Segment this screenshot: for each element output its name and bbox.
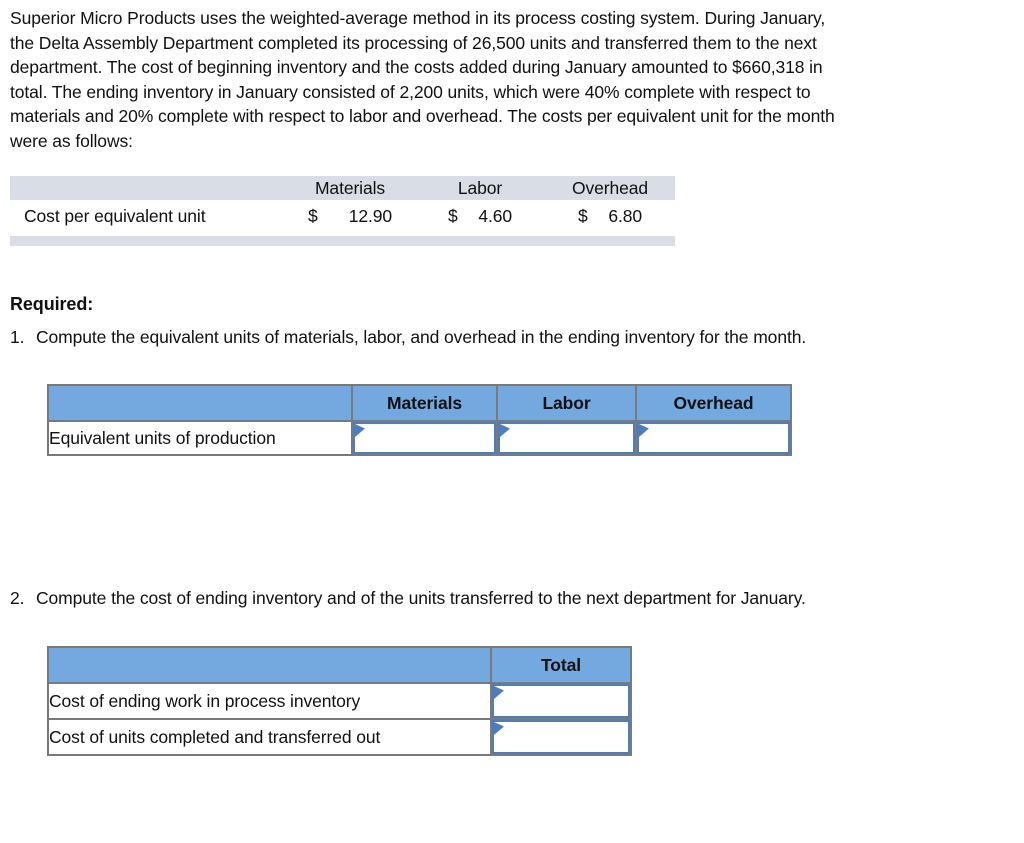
cost-overhead-value [545, 206, 675, 227]
ending-wip-cost-cell [491, 683, 631, 719]
requirement-2 [10, 588, 806, 609]
problem-line: total. The ending inventory in January consisted of 2,200 units, which were 40% complete with respect to [10, 81, 811, 102]
requirement-2-text: Compute the cost of ending inventory and of the units transferred to the next department for January. [36, 588, 806, 608]
cost-summary-header-spacer [48, 647, 491, 683]
cost-table-header-overhead: Overhead [571, 177, 649, 198]
overhead-cost-amount: 6.80 [608, 206, 642, 226]
problem-line: department. The cost of beginning inventory and the costs added during January amounted to $660,318 in [10, 57, 823, 77]
equivalent-units-labor-input[interactable] [500, 424, 633, 452]
currency-symbol: $ [308, 206, 318, 226]
equivalent-units-header-spacer [48, 385, 352, 421]
cost-summary-header-total: Total [491, 647, 631, 683]
equivalent-units-materials-cell [352, 421, 497, 455]
cost-table-header-materials: Materials [314, 177, 386, 198]
transferred-out-cost-input[interactable] [494, 722, 628, 752]
equivalent-units-overhead-input[interactable] [639, 424, 788, 452]
cost-table-header-row [10, 176, 675, 200]
problem-line: materials and 20% complete with respect to labor and overhead. The costs per equivalent unit for the month [10, 106, 835, 126]
equivalent-units-table [47, 384, 792, 456]
cost-table-header-labor: Labor [457, 177, 503, 198]
equivalent-units-row-label: Equivalent units of production [48, 421, 352, 455]
equivalent-units-overhead-cell [636, 421, 791, 455]
equivalent-units-header-labor: Labor [497, 385, 636, 421]
cost-summary-row-ending-wip [48, 683, 631, 719]
currency-symbol: $ [448, 206, 458, 226]
requirement-2-number: 2. [10, 588, 25, 608]
cost-summary-header-row [48, 647, 631, 683]
ending-wip-cost-input[interactable] [494, 686, 628, 716]
problem-line: the Delta Assembly Department completed its processing of 26,500 units and transferred them to the next [10, 32, 817, 53]
ending-wip-row-label: Cost of ending work in process inventory [48, 683, 491, 719]
transferred-out-row-label: Cost of units completed and transferred out [48, 719, 491, 755]
cost-summary-table [47, 646, 632, 756]
problem-statement [10, 6, 835, 153]
cost-table-bottom-band [10, 236, 675, 246]
transferred-out-cost-cell [491, 719, 631, 755]
problem-line: Superior Micro Products uses the weighted-average method in its process costing system. During January, [10, 8, 826, 28]
cost-summary-row-transferred-out [48, 719, 631, 755]
equivalent-units-materials-input[interactable] [355, 424, 494, 452]
requirement-1 [10, 327, 806, 348]
required-heading: Required: [10, 294, 94, 314]
equivalent-units-data-row [48, 421, 791, 455]
requirement-1-text: Compute the equivalent units of materials, labor, and overhead in the ending inventory for the month. [36, 327, 807, 347]
cost-table-row-label: Cost per equivalent unit [24, 206, 206, 226]
cost-table-data-row [10, 201, 675, 232]
labor-cost-amount: 4.60 [478, 206, 512, 226]
requirement-1-number: 1. [10, 327, 25, 347]
equivalent-units-header-materials: Materials [352, 385, 497, 421]
cost-per-unit-table [10, 176, 675, 246]
materials-cost-amount: 12.90 [348, 206, 392, 226]
currency-symbol: $ [578, 206, 588, 226]
equivalent-units-header-overhead: Overhead [636, 385, 791, 421]
problem-line: were as follows: [10, 130, 133, 151]
cost-labor-value [415, 206, 545, 227]
cost-materials-value [285, 206, 415, 227]
equivalent-units-labor-cell [497, 421, 636, 455]
equivalent-units-header-row [48, 385, 791, 421]
